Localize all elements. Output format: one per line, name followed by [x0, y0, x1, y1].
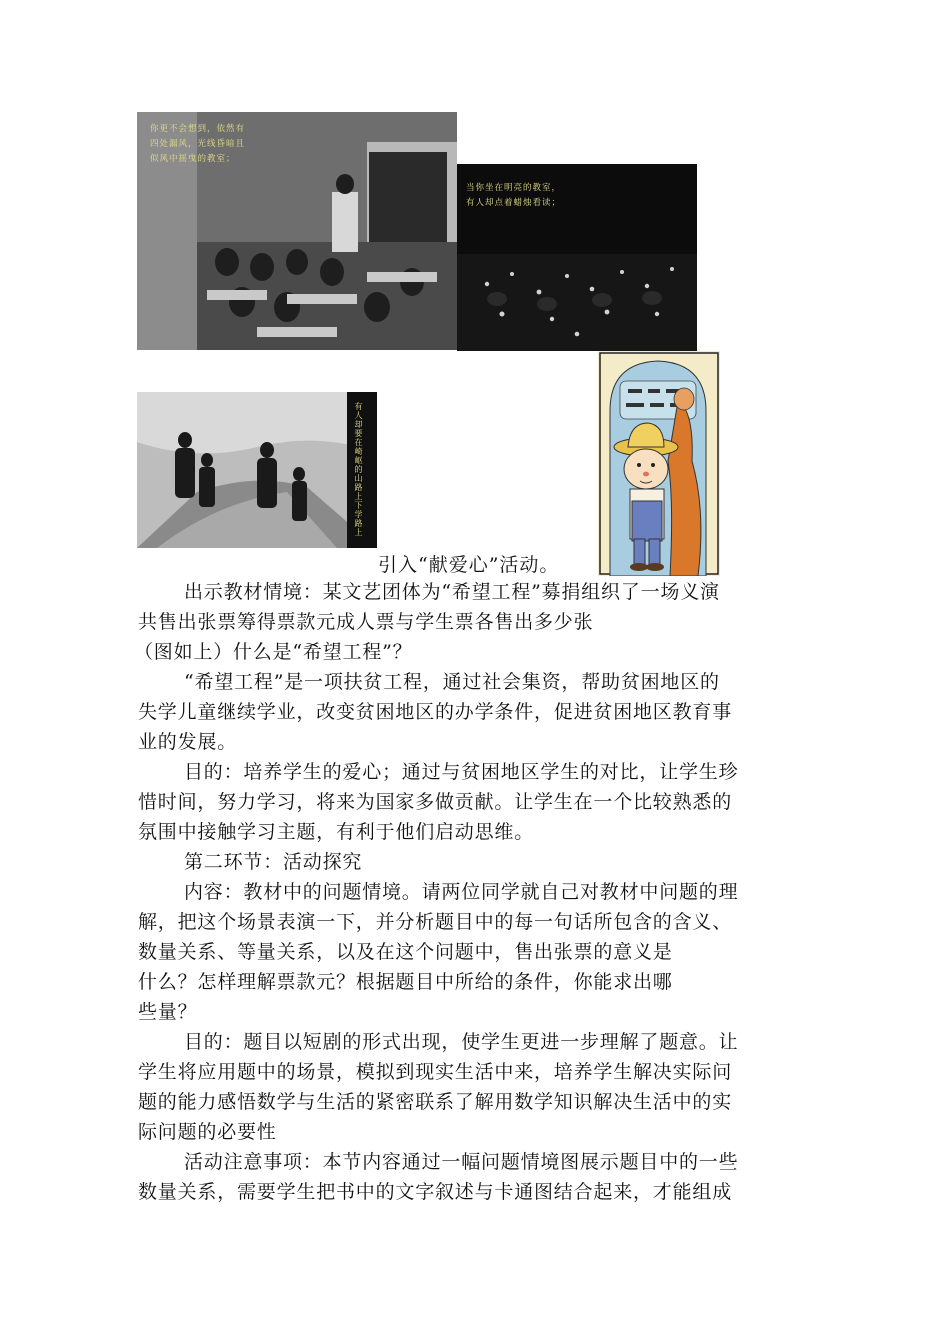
- paragraph-line: “希望工程”是一项扶贫工程，通过社会集资，帮助贫困地区的: [184, 671, 720, 693]
- paragraph-line: 数量关系、等量关系，以及在这个问题中，售出张票的意义是: [138, 941, 673, 963]
- paragraph-line: 内容：教材中的问题情境。请两位同学就自己对教材中问题的理: [184, 881, 739, 903]
- paragraph-line: 学生将应用题中的场景，模拟到现实生活中来，培养学生解决实际问: [138, 1061, 733, 1083]
- paragraph-line: 些量？: [138, 1001, 198, 1023]
- paragraph-line: 解，把这个场景表演一下，并分析题目中的每一句话所包含的含义、: [138, 911, 733, 933]
- paragraph-line: 共售出张票筹得票款元成人票与学生票各售出多少张: [138, 611, 594, 633]
- paragraph-line: 际问题的必要性: [138, 1121, 277, 1143]
- candlelight-caption: 当你坐在明亮的教室， 有人却点着蜡烛看读；: [466, 183, 562, 208]
- paragraph-line: 数量关系，需要学生把书中的文字叙述与卡通图结合起来，才能组成: [138, 1181, 733, 1203]
- section-heading: 第二环节：活动探究: [184, 851, 363, 873]
- paragraph-line: （图如上）什么是“希望工程”？: [134, 641, 413, 663]
- paragraph-line: 出示教材情境：某文艺团体为“希望工程”募捐组织了一场义演: [184, 581, 720, 603]
- mountain-path-photo: [137, 392, 377, 548]
- paragraph-line: 什么？怎样理解票款元？根据题目中所给的条件，你能求出哪: [138, 971, 673, 993]
- paragraph-line: 业的发展。: [138, 731, 238, 753]
- paragraph-line: 氛围中接触学习主题，有利于他们启动思维。: [138, 821, 535, 843]
- body-text: [134, 577, 818, 1207]
- paragraph-line: 失学儿童继续学业，改变贫困地区的办学条件，促进贫困地区教育事: [138, 701, 733, 723]
- classroom-caption: 你更不会想到，依然有 四处漏风，光线昏暗且 似风中摇曳的教室；: [150, 124, 246, 164]
- activity-intro-note: 引入“献爱心”活动。: [378, 554, 560, 576]
- paragraph-line: 目的：题目以短剧的形式出现，使学生更进一步理解了题意。让: [184, 1031, 739, 1053]
- mountain-path-caption: 有人却要在崎岖的山路上下学路上: [354, 402, 363, 537]
- cartoon-illustration: [598, 351, 720, 576]
- paragraph-line: 目的：培养学生的爱心；通过与贫困地区学生的对比，让学生珍: [184, 761, 739, 783]
- paragraph-line: 活动注意事项：本节内容通过一幅问题情境图展示题目中的一些: [184, 1151, 739, 1173]
- paragraph-line: 题的能力感悟数学与生活的紧密联系了解用数学知识解决生活中的实: [138, 1091, 733, 1113]
- paragraph-line: 惜时间，努力学习，将来为国家多做贡献。让学生在一个比较熟悉的: [138, 791, 733, 813]
